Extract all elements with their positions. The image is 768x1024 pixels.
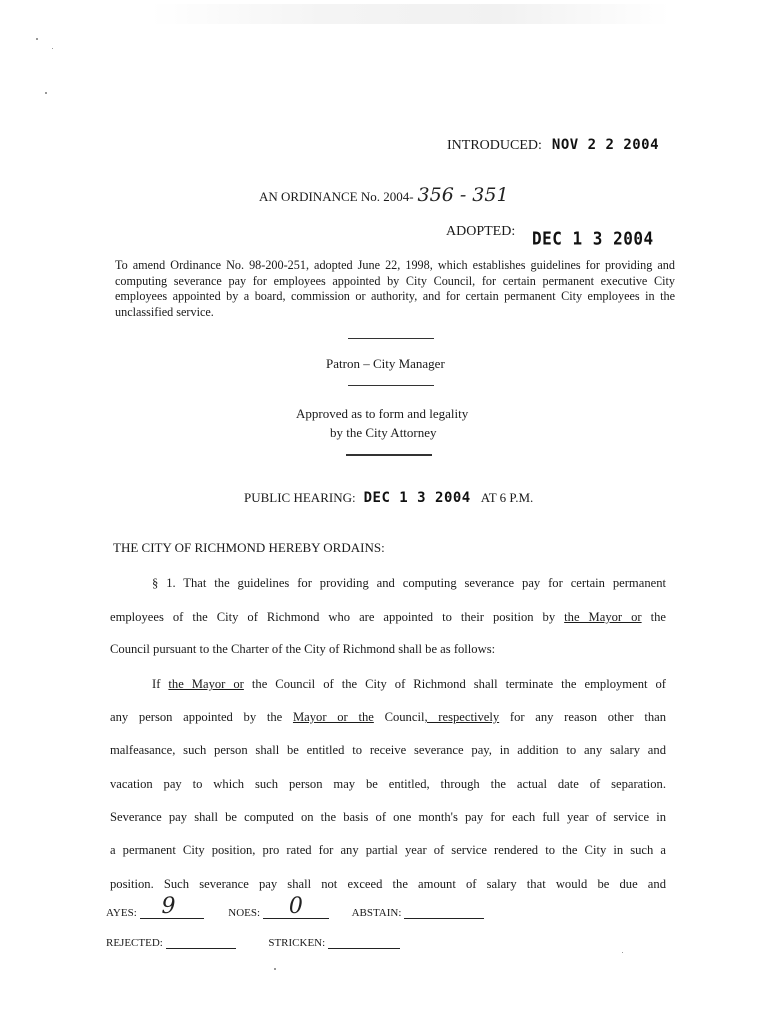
abstain-label: ABSTAIN: [351,907,402,919]
noes-field [263,894,329,919]
ordains-heading: THE CITY OF RICHMOND HEREBY ORDAINS: [113,540,385,555]
introduced-label: INTRODUCED: [447,138,542,153]
divider-2 [348,385,434,386]
ayes-field [140,894,204,919]
scan-speck [274,968,276,970]
ordinance-number-handwritten: 356 - 351 [417,184,509,206]
rejected-label: REJECTED: [106,937,163,949]
body-line [110,710,666,725]
rejected-field [166,936,236,949]
introduced-line [447,136,659,154]
body-line: Severance pay shall be computed on the basis of one month's pay for each full year of service in [110,810,666,824]
body-text: the Council of the City of Richmond shall terminate the employment of [251,677,666,691]
inserted-text: the Mayor or [564,610,642,624]
introduced-date-stamp: NOV 2 2 2004 [551,137,660,153]
scan-speck [622,952,623,953]
body-text: employees of the City of Richmond who are appointed to their position by [110,610,556,624]
body-text: for any reason other than [509,710,667,724]
body-line: a permanent City position, pro rated for any partial year of service rendered to the City in such a [110,843,666,857]
inserted-text: , respectively [424,710,500,724]
patron-line: Patron – City Manager [326,356,445,371]
body-line: Council pursuant to the Charter of the City of Richmond shall be as follows: [110,642,496,656]
public-hearing-date-stamp: DEC 1 3 2004 [363,490,471,506]
public-hearing-time: AT 6 P.M. [480,490,534,505]
noes-label: NOES: [228,907,261,919]
body-line: vacation pay to which such person may be entitled, through the actual date of separation. [110,777,666,791]
vote-tally-row-2 [106,936,400,949]
stricken-label: STRICKEN: [268,937,326,949]
adopted-date-stamp: DEC 1 3 2004 [532,227,654,250]
scan-bleed-through [150,4,670,24]
noes-count-handwritten: 0 [288,894,303,919]
adopted-label: ADOPTED: [446,224,516,239]
body-line: position. Such severance pay shall not exceed the amount of salary that would be due and [110,877,666,891]
body-line: § 1. That the guidelines for providing and computing severance pay for certain permanent [152,576,666,590]
body-text: Council [384,710,425,724]
adopted-line [446,222,515,240]
body-line: malfeasance, such person shall be entitled to receive severance pay, in addition to any salary and [110,743,666,757]
ordinance-label: AN ORDINANCE No. 2004- [259,189,414,204]
body-text: any person appointed by the [110,710,283,724]
scan-speck [45,92,47,94]
abstain-field [404,906,484,919]
ordinance-number-line [259,184,509,206]
inserted-text: Mayor or the [292,710,374,724]
public-hearing-label: PUBLIC HEARING: [244,490,356,505]
body-line [152,677,666,692]
approval-line-1: Approved as to form and legality [296,406,469,421]
ordinance-summary: To amend Ordinance No. 98-200-251, adopted June 22, 1998, which establishes guidelines for providing and computing severance pay for employees appointed by City Council, for certain permanent executive City employees appointed by a board, commission or authority, and for certain permanent City employees in the unclassified service. [115,258,675,319]
public-hearing-line [244,489,533,507]
inserted-text: the Mayor or [168,677,244,691]
body-text: the [650,610,666,624]
ayes-count-handwritten: 9 [161,894,176,919]
approval-line-2: by the City Attorney [330,425,437,440]
stricken-field [328,936,400,949]
body-text: If [152,677,161,691]
divider-1 [348,338,434,339]
vote-tally-row-1 [106,894,484,919]
divider-3 [346,454,432,456]
ayes-label: AYES: [106,907,137,919]
body-line [110,610,666,625]
scan-speck [52,48,53,49]
scan-speck [36,38,38,40]
